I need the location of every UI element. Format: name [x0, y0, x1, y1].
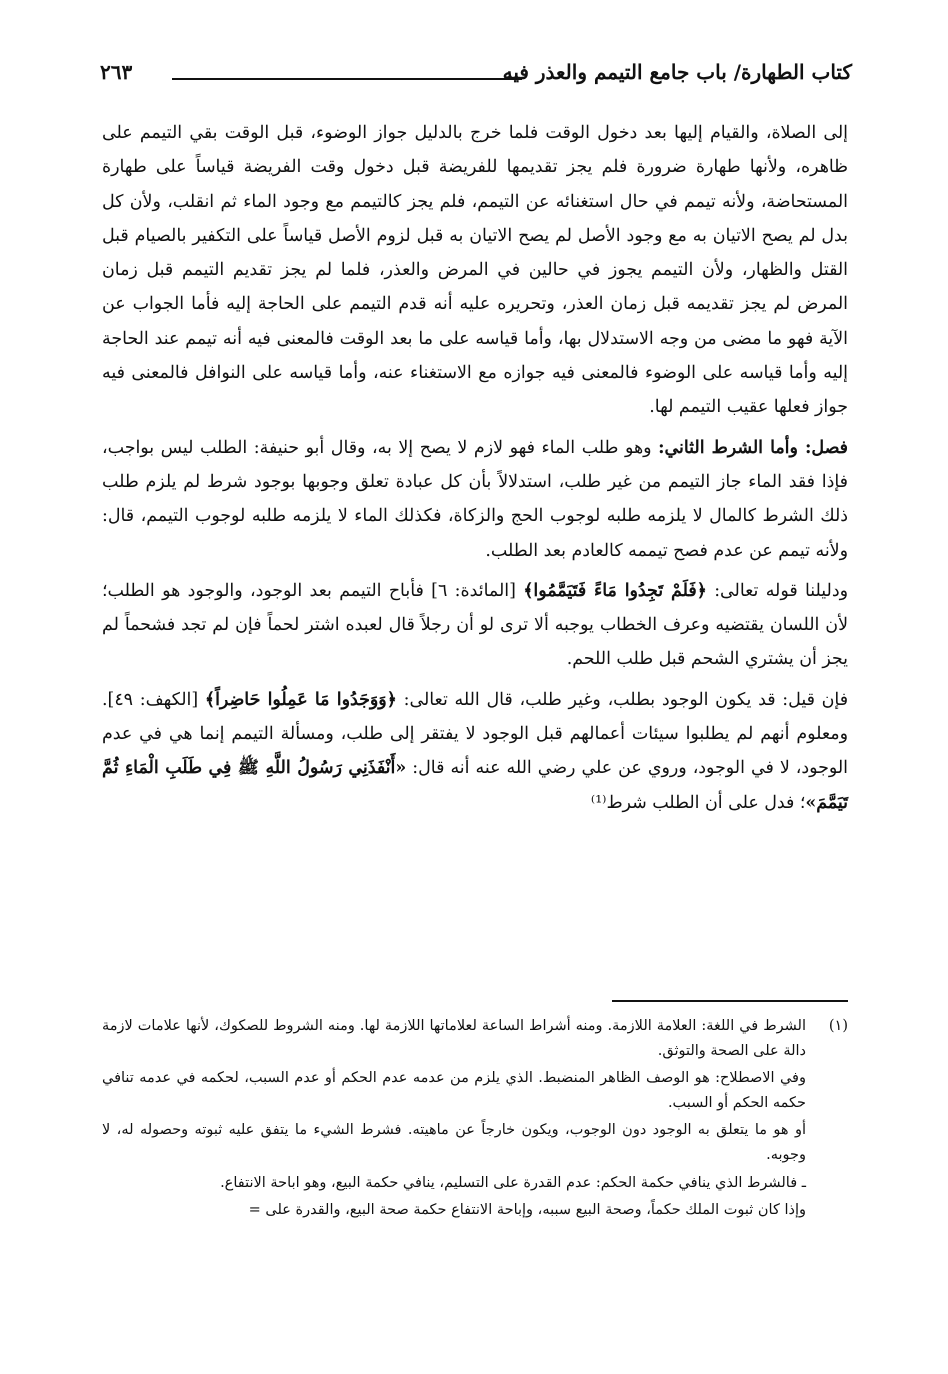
footnote-number: (١) — [828, 1018, 848, 1034]
footnote-1 — [102, 1014, 848, 1223]
footnote-line: وإذا كان ثبوت الملك حكماً، وصحة البيع سببه، وإباحة الانتفاع حكمة صحة البيع، والقدرة على = — [248, 1202, 806, 1219]
paragraph-4 — [102, 683, 848, 820]
paragraph-2-text: وهو طلب الماء فهو لازم لا يصح إلا به، وقال أبو حنيفة: الطلب ليس بواجب، فإذا فقد الماء جاز التيمم من غير طلب، استدلالاً بأن كل عبادة تعلق وجوبها بوجود شرط لم يلزم طلب ذلك الشرط كالمال لا يلزمه طلبه لوجوب الحج والزكاة، فكذلك الماء لا يلزمه طلبه لوجوب التيمم، قال: ولأنه تيمم عن عدم فصح تيممه كالعادم بعد الطلب. — [102, 437, 848, 561]
footnote-line: ـ فالشرط الذي ينافي حكمة الحكم: عدم القدرة على التسليم، ينافي حكمة البيع، وهو اباحة الانتفاع. — [220, 1174, 806, 1191]
header-title: كتاب الطهارة/ باب جامع التيمم والعذر فيه — [502, 60, 852, 84]
paragraph-3 — [102, 574, 848, 677]
footnote-separator — [612, 1000, 848, 1002]
paragraph-2 — [102, 431, 848, 568]
footnotes — [102, 1014, 848, 1223]
footnote-line: الشرط في اللغة: العلامة اللازمة. ومنه أشراط الساعة لعلاماتها اللازمة لها. ومنه الشروط للصكوك، لأنها علامات لازمة دالة على الصحة والتوثق. — [102, 1018, 806, 1059]
footnote-line: وفي الاصطلاح: هو الوصف الظاهر المنضبط. الذي يلزم من عدمه عدم الحكم أو عدم السبب، لحكمه في عدمه تنافي حكمه الحكم أو السبب. — [102, 1070, 806, 1111]
hadith-quote: «أَنْفَذَنِي رَسُولُ اللَّهِ ﷺ فِي طَلَبِ الْمَاءِ ثُمَّ تَيَمَّمَ» — [102, 758, 848, 813]
paragraph-3-rest: [المائدة: ٦] فأباح التيمم بعد الوجود، والوجود هو الطلب؛ لأن اللسان يقتضيه وعرف الخطاب يوجبه ألا ترى لو أن رجلاً قال لعبده اشتر لحماً فإن لم تجد فشحماً لم يجز أن يشتري الشحم قبل طلب اللحم. — [102, 580, 848, 670]
main-text — [102, 116, 848, 820]
paragraph-1: إلى الصلاة، والقيام إليها بعد دخول الوقت فلما خرج بالدليل جواز الوضوء، قبل الوقت بقي التيمم على ظاهره، ولأنها طهارة ضرورة فلم يجز تقديمها للفريضة قبل دخول وقت الفريضة قياساً على طهارة المستحاضة، ولأنه تيمم في حال استغنائه عن التيمم، فلم يجز كالتيمم مع وجود الماء ثم انقلب، ولأن كل بدل لم يصح الاتيان به مع وجود الأصل لم يصح الاتيان به قبل لزوم الأصل قياساً على التكفير بالصيام قبل القتل والظهار، ولأن التيمم يجوز في حالين في المرض والعذر، فلما لم يجز تقديم التيمم قبل زمان المرض لم يجز تقديمه قبل زمان العذر، وتحريره عليه أنه قدم التيمم على الحاجة إليه فأما الجواب عن الآية فهو ما مضى من وجه الاستدلال بها، وأما قياسه على ما بعد الوقت فالمعنى فيه أنه تيمم عند الحاجة إليه وأما قياسه على الوضوء فالمعنى فيه جوازه مع الاستغناء عنه، وأما قياسه على النوافل فالمعنى فيه جواز فعلها عقيب التيمم لها. — [102, 123, 848, 418]
header-rule — [172, 78, 522, 80]
page-number: ٢٦٣ — [100, 60, 133, 84]
paragraph-3-start: ودليلنا قوله تعالى: — [714, 580, 848, 601]
running-header — [100, 56, 852, 96]
paragraph-4-start: فإن قيل: قد يكون الوجود بطلب، وغير طلب، قال الله تعالى: — [403, 689, 849, 710]
quran-verse-maidah: ﴿فَلَمْ تَجِدُوا مَاءً فَتَيَمَّمُوا﴾ — [523, 580, 707, 601]
quran-verse-kahf: ﴿وَوَجَدُوا مَا عَمِلُوا حَاضِراً﴾ — [204, 689, 397, 710]
paragraph-4-mid: [الكهف: ٤٩]. ومعلوم أنهم لم يطلبوا سيئات أعمالهم قبل الوجود لا يفتقر إلى طلب، ومسألة التيمم إنما هي في عدم الوجود، لا في الوجود، وروي عن علي رضي الله عنه أنه قال: — [102, 689, 848, 779]
section-heading: فصل: وأما الشرط الثاني: — [658, 437, 849, 458]
footnote-line: أو هو ما يتعلق به الوجود دون الوجوب، ويكون خارجاً عن ماهيته. فشرط الشيء ما يتفق عليه ثبوته وحصوله له، لا وجوبه. — [102, 1122, 806, 1163]
paragraph-4-end: ؛ فدل على أن الطلب شرط⁽¹⁾ — [590, 792, 806, 813]
